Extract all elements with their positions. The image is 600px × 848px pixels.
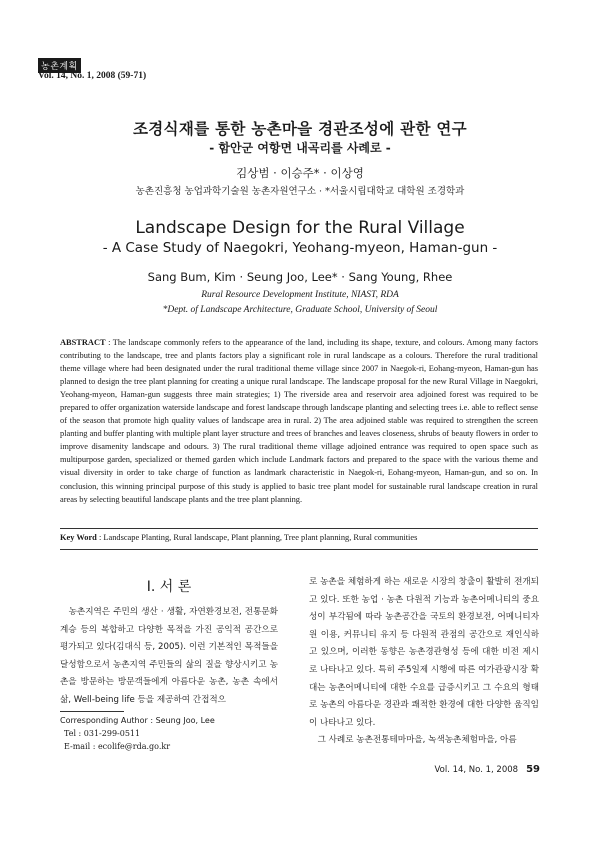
body-right-column (309, 574, 539, 750)
corresponding-author-email: E-mail : ecolife@rda.go.kr (64, 742, 171, 751)
english-title: Landscape Design for the Rural Village (135, 218, 465, 238)
keywords (60, 533, 540, 542)
corresponding-author (60, 714, 215, 753)
keyword-divider-top (60, 528, 538, 529)
abstract (60, 336, 538, 506)
keywords-label: Key Word (60, 533, 97, 542)
korean-subtitle: - 함안군 여항면 내곡리를 사례로 - (209, 141, 391, 155)
footnote-divider (60, 711, 124, 712)
section-heading-introduction: I. 서 론 (146, 579, 192, 595)
english-affiliation-2: *Dept. of Landscape Architecture, Graduate School, University of Seoul (162, 305, 438, 315)
journal-badge: 농촌계획 (38, 58, 81, 73)
english-subtitle: - A Case Study of Naegokri, Yeohang-myeon, Haman-gun - (102, 240, 498, 256)
journal-reference: Vol. 14, No. 1, 2008 (59-71) (38, 71, 147, 81)
korean-affiliation: 농촌진흥청 농업과학기술원 농촌자원연구소 · *서울시립대학교 대학원 조경학과 (135, 186, 465, 197)
abstract-label: ABSTRACT (60, 338, 106, 347)
corresponding-author-heading: Corresponding Author : Seung Joo, Lee (60, 716, 215, 725)
body-right-paragraph-1: 로 농촌을 체험하게 하는 새로운 시장의 창출이 활발히 전개되고 있다. 또한 농업 · 농촌 다원적 기능과 농촌어메니티의 중요성이 부각됨에 따라 농촌공간을 국토의 환경보전, 어메니티자원 이용, 커뮤니티 유지 등 다원적 관점의 공간으로 재인식하고 있으며, 이러한 동향은 농촌경관형성 등에 대한 비전 제시로 나타나고 있다. 특히 주5일제 시행에 따른 여가관광시장 확대는 농촌어메니티에 대한 수요를 급증시키고 그 수요의 형태로 농촌의 아름다운 경관과 쾌적한 환경에 대한 다양한 움직임이 나타나고 있다. (309, 577, 539, 728)
corresponding-author-tel: Tel : 031-299-0511 (64, 729, 141, 738)
page-number: 59 (526, 764, 540, 775)
korean-title: 조경식재를 통한 농촌마을 경관조성에 관한 연구 (133, 120, 467, 138)
page-footer (434, 764, 540, 775)
english-affiliation-1: Rural Resource Development Institute, NIAST, RDA (201, 290, 399, 300)
body-left-column: 농촌지역은 주민의 생산 · 생활, 자연환경보전, 전통문화계승 등의 복합하고 다양한 목적을 가진 공익적 공간으로 평가되고 있다(김대식 등, 2005). 이런 기본적인 목적들을 달성함으로서 농촌지역 주민들의 삶의 질을 향상시키고 농촌을 방문하는 방문객들에게 아름다운 농촌, 농촌 속에서 삶, Well-being life 등을 제공하여 간접적으 (60, 607, 278, 705)
abstract-text: : The landscape commonly refers to the appearance of the land, including its shape, texture, and colours. Among many factors contributing to the landscape, tree and plants factors play a significant role in rural landscape as a colours. Therefore the rural traditional theme village where had been designated under the rural traditional theme village since 2007 in Naegok-ri, Eohang-myeon, Haman-gun has planned to design the tree plant planning for creating a unique rural landscape. The landscape proposal for the new Rural Village in Naegokri, Yeohang-myeon, Haman-gun suggests three main strategies; 1) The riverside area and reservoir area adjoined forest was required to be prepared to offer organization waterside landscape and forest landscape through landscape planting and selecting trees i.e. able to reflect sense of the season that promote high quality values of landscape area in rural. 2) The area adjoined stable was required to strengthen the screen planting and buffer planting with multiple plant layer structure and trees of branches and leaves closeness, shrubs of beauty flowers in order to improve disamenity landscape and odours. 3) The rural traditional theme village adjoined entrance was required to open space such as multipurpose garden, specialized or themed garden which include Landmark factors and prepared to the space with the various theme and visual diversity in order to take charge of function as landmark characteristic in Naegok-ri, Eohang-myeon, Haman-gun, and so on. In conclusion, this winning principal purpose of this study is applied to basic tree plant model for sustainable rural landscape creation in rural areas by selecting beautiful landscape plants and the tree plant planning. (60, 338, 538, 504)
english-authors: Sang Bum, Kim · Seung Joo, Lee* · Sang Young, Rhee (147, 270, 453, 284)
korean-authors: 김상범 · 이승주* · 이상영 (236, 166, 364, 180)
footer-issue: Vol. 14, No. 1, 2008 (434, 765, 519, 775)
body-right-paragraph-2: 그 사례로 농촌전통테마마을, 녹색농촌체험마을, 아름 (317, 735, 517, 746)
keyword-divider-bottom (60, 549, 538, 550)
keywords-text: : Landscape Planting, Rural landscape, Plant planning, Tree plant planning, Rural communities (96, 533, 418, 542)
